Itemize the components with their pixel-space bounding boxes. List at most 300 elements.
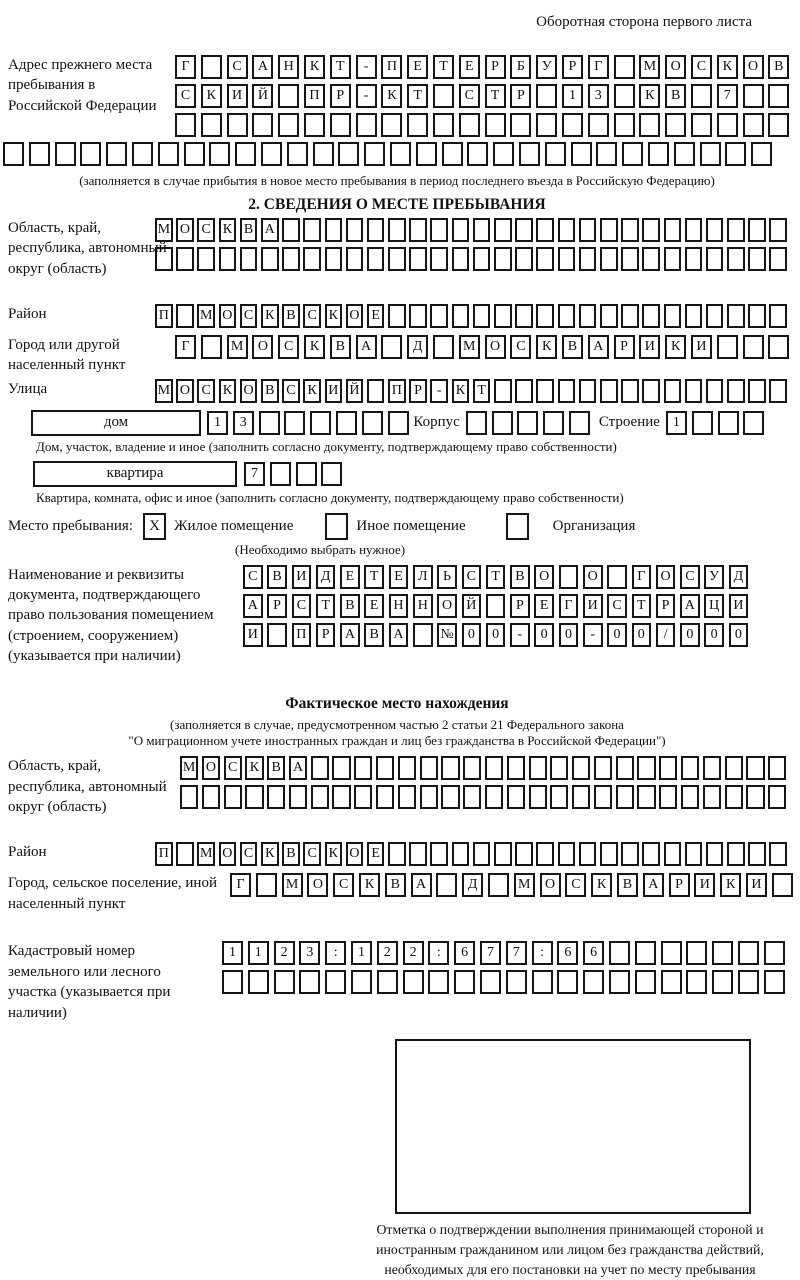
char-cell[interactable] xyxy=(579,218,597,242)
char-cell[interactable]: М xyxy=(514,873,535,897)
char-cell[interactable] xyxy=(515,218,533,242)
char-cell[interactable] xyxy=(532,970,553,994)
char-cell[interactable] xyxy=(354,785,372,809)
char-cell[interactable] xyxy=(132,142,153,166)
char-cell[interactable] xyxy=(594,785,612,809)
char-cell[interactable] xyxy=(600,247,618,271)
char-cell[interactable] xyxy=(433,84,454,108)
char-cell[interactable]: О xyxy=(176,379,194,403)
char-cell[interactable]: Е xyxy=(364,594,384,618)
char-cell[interactable]: Б xyxy=(510,55,531,79)
char-cell[interactable]: 3 xyxy=(233,411,254,435)
char-cell[interactable]: Т xyxy=(473,379,491,403)
char-cell[interactable]: Д xyxy=(407,335,428,359)
char-cell[interactable] xyxy=(398,785,416,809)
char-cell[interactable] xyxy=(441,785,459,809)
char-cell[interactable]: 3 xyxy=(299,941,320,965)
char-cell[interactable]: О xyxy=(743,55,764,79)
char-cell[interactable] xyxy=(201,335,222,359)
char-cell[interactable]: О xyxy=(485,335,506,359)
char-cell[interactable]: И xyxy=(243,623,263,647)
char-cell[interactable]: К xyxy=(325,842,343,866)
char-cell[interactable] xyxy=(616,756,634,780)
char-cell[interactable]: С xyxy=(175,84,196,108)
char-cell[interactable] xyxy=(686,970,707,994)
char-cell[interactable] xyxy=(510,113,531,137)
char-cell[interactable]: С xyxy=(227,55,248,79)
char-cell[interactable]: Е xyxy=(367,304,385,328)
char-cell[interactable]: С xyxy=(282,379,300,403)
char-cell[interactable] xyxy=(442,142,463,166)
char-cell[interactable] xyxy=(493,142,514,166)
char-cell[interactable] xyxy=(55,142,76,166)
char-cell[interactable] xyxy=(764,970,785,994)
char-cell[interactable]: Г xyxy=(559,594,579,618)
char-cell[interactable] xyxy=(743,335,764,359)
char-cell[interactable] xyxy=(452,247,470,271)
char-cell[interactable]: В xyxy=(240,218,258,242)
char-cell[interactable] xyxy=(712,941,733,965)
char-cell[interactable] xyxy=(557,970,578,994)
char-cell[interactable] xyxy=(550,785,568,809)
char-cell[interactable] xyxy=(492,411,513,435)
char-cell[interactable] xyxy=(517,411,538,435)
char-cell[interactable]: 7 xyxy=(244,462,265,486)
char-cell[interactable]: Й xyxy=(346,379,364,403)
char-cell[interactable]: П xyxy=(155,304,173,328)
char-cell[interactable] xyxy=(572,756,590,780)
char-cell[interactable] xyxy=(428,970,449,994)
char-cell[interactable] xyxy=(473,304,491,328)
char-cell[interactable]: М xyxy=(227,335,248,359)
char-cell[interactable]: 3 xyxy=(588,84,609,108)
char-cell[interactable]: И xyxy=(325,379,343,403)
checkbox-residential[interactable]: X xyxy=(143,513,166,540)
char-cell[interactable] xyxy=(454,970,475,994)
char-cell[interactable]: / xyxy=(656,623,676,647)
char-cell[interactable] xyxy=(267,623,287,647)
char-cell[interactable]: С xyxy=(680,565,700,589)
char-cell[interactable]: 1 xyxy=(222,941,243,965)
char-cell[interactable]: Р xyxy=(267,594,287,618)
char-cell[interactable]: К xyxy=(536,335,557,359)
char-cell[interactable]: А xyxy=(340,623,360,647)
char-cell[interactable]: 0 xyxy=(704,623,724,647)
char-cell[interactable]: Т xyxy=(485,84,506,108)
char-cell[interactable] xyxy=(354,756,372,780)
char-cell[interactable] xyxy=(558,304,576,328)
char-cell[interactable]: С xyxy=(278,335,299,359)
char-cell[interactable] xyxy=(748,218,766,242)
char-cell[interactable]: К xyxy=(219,218,237,242)
char-cell[interactable] xyxy=(256,873,277,897)
char-cell[interactable] xyxy=(686,941,707,965)
char-cell[interactable]: Д xyxy=(316,565,336,589)
char-cell[interactable]: Р xyxy=(316,623,336,647)
char-cell[interactable] xyxy=(321,462,342,486)
char-cell[interactable] xyxy=(403,970,424,994)
char-cell[interactable]: Р xyxy=(669,873,690,897)
char-cell[interactable]: Ь xyxy=(437,565,457,589)
char-cell[interactable] xyxy=(685,247,703,271)
char-cell[interactable] xyxy=(725,142,746,166)
char-cell[interactable] xyxy=(536,247,554,271)
char-cell[interactable]: К xyxy=(665,335,686,359)
char-cell[interactable] xyxy=(621,218,639,242)
char-cell[interactable] xyxy=(621,304,639,328)
char-cell[interactable] xyxy=(600,218,618,242)
char-cell[interactable] xyxy=(685,304,703,328)
char-cell[interactable]: С xyxy=(565,873,586,897)
char-cell[interactable] xyxy=(106,142,127,166)
char-cell[interactable] xyxy=(536,304,554,328)
char-cell[interactable] xyxy=(622,142,643,166)
char-cell[interactable] xyxy=(494,842,512,866)
char-cell[interactable] xyxy=(362,411,383,435)
char-cell[interactable] xyxy=(313,142,334,166)
char-cell[interactable] xyxy=(769,379,787,403)
char-cell[interactable]: Е xyxy=(340,565,360,589)
char-cell[interactable] xyxy=(727,247,745,271)
char-cell[interactable]: П xyxy=(304,84,325,108)
char-cell[interactable]: 0 xyxy=(680,623,700,647)
char-cell[interactable]: И xyxy=(583,594,603,618)
char-cell[interactable] xyxy=(416,142,437,166)
char-cell[interactable]: О xyxy=(656,565,676,589)
char-cell[interactable]: В xyxy=(665,84,686,108)
char-cell[interactable] xyxy=(325,247,343,271)
char-cell[interactable]: 6 xyxy=(583,941,604,965)
char-cell[interactable] xyxy=(700,142,721,166)
char-cell[interactable] xyxy=(325,218,343,242)
char-cell[interactable] xyxy=(463,785,481,809)
char-cell[interactable] xyxy=(459,113,480,137)
char-cell[interactable]: П xyxy=(292,623,312,647)
char-cell[interactable]: И xyxy=(292,565,312,589)
char-cell[interactable]: Р xyxy=(656,594,676,618)
char-cell[interactable] xyxy=(332,756,350,780)
char-cell[interactable] xyxy=(621,379,639,403)
char-cell[interactable]: М xyxy=(282,873,303,897)
char-cell[interactable]: Р xyxy=(562,55,583,79)
char-cell[interactable] xyxy=(637,756,655,780)
char-cell[interactable]: 1 xyxy=(666,411,687,435)
char-cell[interactable] xyxy=(325,970,346,994)
char-cell[interactable] xyxy=(278,84,299,108)
char-cell[interactable]: : xyxy=(532,941,553,965)
char-cell[interactable] xyxy=(441,756,459,780)
char-cell[interactable] xyxy=(420,785,438,809)
char-cell[interactable]: М xyxy=(155,218,173,242)
char-cell[interactable]: О xyxy=(252,335,273,359)
char-cell[interactable] xyxy=(558,218,576,242)
char-cell[interactable]: С xyxy=(333,873,354,897)
char-cell[interactable]: О xyxy=(346,842,364,866)
char-cell[interactable] xyxy=(768,113,789,137)
char-cell[interactable] xyxy=(616,785,634,809)
char-cell[interactable]: К xyxy=(245,756,263,780)
char-cell[interactable] xyxy=(466,411,487,435)
char-cell[interactable]: О xyxy=(219,842,237,866)
char-cell[interactable] xyxy=(261,142,282,166)
char-cell[interactable] xyxy=(725,785,743,809)
char-cell[interactable]: Й xyxy=(252,84,273,108)
char-cell[interactable]: П xyxy=(381,55,402,79)
char-cell[interactable]: - xyxy=(356,55,377,79)
char-cell[interactable]: В xyxy=(261,379,279,403)
char-cell[interactable]: О xyxy=(240,379,258,403)
char-cell[interactable]: 6 xyxy=(454,941,475,965)
char-cell[interactable] xyxy=(473,247,491,271)
char-cell[interactable]: Й xyxy=(462,594,482,618)
char-cell[interactable] xyxy=(536,113,557,137)
char-cell[interactable] xyxy=(409,304,427,328)
char-cell[interactable] xyxy=(529,756,547,780)
char-cell[interactable] xyxy=(583,970,604,994)
char-cell[interactable] xyxy=(184,142,205,166)
char-cell[interactable] xyxy=(664,304,682,328)
char-cell[interactable] xyxy=(388,842,406,866)
char-cell[interactable]: С xyxy=(303,842,321,866)
char-cell[interactable]: С xyxy=(303,304,321,328)
char-cell[interactable]: А xyxy=(588,335,609,359)
apartment-type-box[interactable]: квартира xyxy=(33,461,237,487)
char-cell[interactable]: Т xyxy=(433,55,454,79)
char-cell[interactable]: С xyxy=(462,565,482,589)
char-cell[interactable]: У xyxy=(536,55,557,79)
char-cell[interactable] xyxy=(284,411,305,435)
char-cell[interactable] xyxy=(674,142,695,166)
char-cell[interactable]: Е xyxy=(389,565,409,589)
char-cell[interactable] xyxy=(175,113,196,137)
char-cell[interactable]: К xyxy=(639,84,660,108)
char-cell[interactable]: В xyxy=(510,565,530,589)
char-cell[interactable] xyxy=(717,335,738,359)
char-cell[interactable] xyxy=(519,142,540,166)
char-cell[interactable] xyxy=(642,247,660,271)
char-cell[interactable] xyxy=(356,113,377,137)
char-cell[interactable]: К xyxy=(201,84,222,108)
char-cell[interactable]: М xyxy=(155,379,173,403)
char-cell[interactable] xyxy=(485,113,506,137)
char-cell[interactable]: - xyxy=(356,84,377,108)
char-cell[interactable] xyxy=(376,756,394,780)
char-cell[interactable]: А xyxy=(243,594,263,618)
char-cell[interactable] xyxy=(579,247,597,271)
char-cell[interactable] xyxy=(738,970,759,994)
char-cell[interactable] xyxy=(536,842,554,866)
char-cell[interactable]: 1 xyxy=(248,941,269,965)
char-cell[interactable]: О xyxy=(540,873,561,897)
char-cell[interactable]: К xyxy=(219,379,237,403)
char-cell[interactable] xyxy=(296,462,317,486)
char-cell[interactable] xyxy=(769,842,787,866)
char-cell[interactable] xyxy=(274,970,295,994)
char-cell[interactable] xyxy=(727,842,745,866)
char-cell[interactable] xyxy=(398,756,416,780)
char-cell[interactable]: Т xyxy=(364,565,384,589)
char-cell[interactable]: М xyxy=(197,842,215,866)
char-cell[interactable] xyxy=(661,941,682,965)
char-cell[interactable]: : xyxy=(325,941,346,965)
char-cell[interactable]: Е xyxy=(367,842,385,866)
char-cell[interactable] xyxy=(706,304,724,328)
char-cell[interactable] xyxy=(267,785,285,809)
char-cell[interactable]: Г xyxy=(175,335,196,359)
char-cell[interactable]: С xyxy=(607,594,627,618)
char-cell[interactable]: К xyxy=(381,84,402,108)
char-cell[interactable] xyxy=(743,411,764,435)
char-cell[interactable]: Д xyxy=(462,873,483,897)
char-cell[interactable]: О xyxy=(202,756,220,780)
char-cell[interactable]: Н xyxy=(389,594,409,618)
char-cell[interactable] xyxy=(388,247,406,271)
char-cell[interactable] xyxy=(367,379,385,403)
char-cell[interactable] xyxy=(367,218,385,242)
char-cell[interactable] xyxy=(559,565,579,589)
char-cell[interactable] xyxy=(488,873,509,897)
char-cell[interactable] xyxy=(746,756,764,780)
char-cell[interactable] xyxy=(381,113,402,137)
char-cell[interactable]: В xyxy=(364,623,384,647)
char-cell[interactable] xyxy=(3,142,24,166)
char-cell[interactable] xyxy=(158,142,179,166)
char-cell[interactable]: - xyxy=(430,379,448,403)
char-cell[interactable]: В xyxy=(267,565,287,589)
char-cell[interactable] xyxy=(176,842,194,866)
char-cell[interactable] xyxy=(201,55,222,79)
char-cell[interactable]: 1 xyxy=(351,941,372,965)
char-cell[interactable] xyxy=(609,970,630,994)
char-cell[interactable] xyxy=(703,756,721,780)
char-cell[interactable]: В xyxy=(282,304,300,328)
char-cell[interactable] xyxy=(219,247,237,271)
char-cell[interactable]: Г xyxy=(632,565,652,589)
char-cell[interactable] xyxy=(209,142,230,166)
char-cell[interactable] xyxy=(725,756,743,780)
char-cell[interactable] xyxy=(304,113,325,137)
char-cell[interactable]: И xyxy=(691,335,712,359)
char-cell[interactable]: А xyxy=(411,873,432,897)
char-cell[interactable] xyxy=(494,304,512,328)
char-cell[interactable] xyxy=(569,411,590,435)
char-cell[interactable]: 2 xyxy=(403,941,424,965)
char-cell[interactable] xyxy=(409,218,427,242)
char-cell[interactable] xyxy=(515,842,533,866)
char-cell[interactable] xyxy=(664,379,682,403)
char-cell[interactable] xyxy=(664,842,682,866)
char-cell[interactable] xyxy=(278,113,299,137)
char-cell[interactable]: В xyxy=(267,756,285,780)
char-cell[interactable]: 0 xyxy=(632,623,652,647)
char-cell[interactable] xyxy=(270,462,291,486)
char-cell[interactable] xyxy=(29,142,50,166)
char-cell[interactable]: А xyxy=(643,873,664,897)
char-cell[interactable] xyxy=(600,379,618,403)
char-cell[interactable] xyxy=(712,970,733,994)
char-cell[interactable] xyxy=(390,142,411,166)
char-cell[interactable] xyxy=(572,785,590,809)
char-cell[interactable]: И xyxy=(746,873,767,897)
char-cell[interactable]: Р xyxy=(614,335,635,359)
char-cell[interactable] xyxy=(727,304,745,328)
char-cell[interactable] xyxy=(748,304,766,328)
char-cell[interactable]: Ц xyxy=(704,594,724,618)
char-cell[interactable]: О xyxy=(176,218,194,242)
char-cell[interactable] xyxy=(621,247,639,271)
char-cell[interactable]: 0 xyxy=(486,623,506,647)
char-cell[interactable] xyxy=(409,247,427,271)
char-cell[interactable]: К xyxy=(261,842,279,866)
char-cell[interactable] xyxy=(659,785,677,809)
char-cell[interactable] xyxy=(639,113,660,137)
char-cell[interactable] xyxy=(691,84,712,108)
char-cell[interactable]: С xyxy=(197,379,215,403)
char-cell[interactable]: 6 xyxy=(557,941,578,965)
char-cell[interactable] xyxy=(430,218,448,242)
char-cell[interactable]: С xyxy=(224,756,242,780)
char-cell[interactable]: А xyxy=(356,335,377,359)
char-cell[interactable] xyxy=(635,970,656,994)
char-cell[interactable] xyxy=(642,379,660,403)
char-cell[interactable] xyxy=(692,411,713,435)
char-cell[interactable] xyxy=(377,970,398,994)
char-cell[interactable] xyxy=(452,218,470,242)
char-cell[interactable]: С xyxy=(240,304,258,328)
char-cell[interactable]: К xyxy=(304,335,325,359)
char-cell[interactable] xyxy=(621,842,639,866)
char-cell[interactable] xyxy=(536,218,554,242)
char-cell[interactable] xyxy=(332,785,350,809)
char-cell[interactable] xyxy=(681,785,699,809)
char-cell[interactable]: В xyxy=(385,873,406,897)
char-cell[interactable]: 0 xyxy=(462,623,482,647)
char-cell[interactable]: В xyxy=(768,55,789,79)
char-cell[interactable] xyxy=(473,842,491,866)
char-cell[interactable] xyxy=(562,113,583,137)
char-cell[interactable]: О xyxy=(534,565,554,589)
char-cell[interactable] xyxy=(748,842,766,866)
char-cell[interactable]: О xyxy=(437,594,457,618)
char-cell[interactable]: А xyxy=(261,218,279,242)
char-cell[interactable]: А xyxy=(389,623,409,647)
char-cell[interactable] xyxy=(311,785,329,809)
char-cell[interactable] xyxy=(338,142,359,166)
char-cell[interactable]: Т xyxy=(486,565,506,589)
char-cell[interactable]: В xyxy=(330,335,351,359)
char-cell[interactable] xyxy=(550,756,568,780)
char-cell[interactable]: П xyxy=(155,842,173,866)
char-cell[interactable] xyxy=(545,142,566,166)
char-cell[interactable] xyxy=(768,84,789,108)
char-cell[interactable]: В xyxy=(562,335,583,359)
char-cell[interactable] xyxy=(515,247,533,271)
char-cell[interactable] xyxy=(614,84,635,108)
char-cell[interactable] xyxy=(717,113,738,137)
char-cell[interactable] xyxy=(248,970,269,994)
char-cell[interactable] xyxy=(252,113,273,137)
char-cell[interactable]: : xyxy=(428,941,449,965)
char-cell[interactable] xyxy=(507,756,525,780)
char-cell[interactable] xyxy=(303,247,321,271)
char-cell[interactable] xyxy=(609,941,630,965)
char-cell[interactable]: С xyxy=(197,218,215,242)
char-cell[interactable] xyxy=(485,756,503,780)
char-cell[interactable] xyxy=(661,970,682,994)
char-cell[interactable]: № xyxy=(437,623,457,647)
char-cell[interactable] xyxy=(235,142,256,166)
char-cell[interactable]: 0 xyxy=(729,623,749,647)
